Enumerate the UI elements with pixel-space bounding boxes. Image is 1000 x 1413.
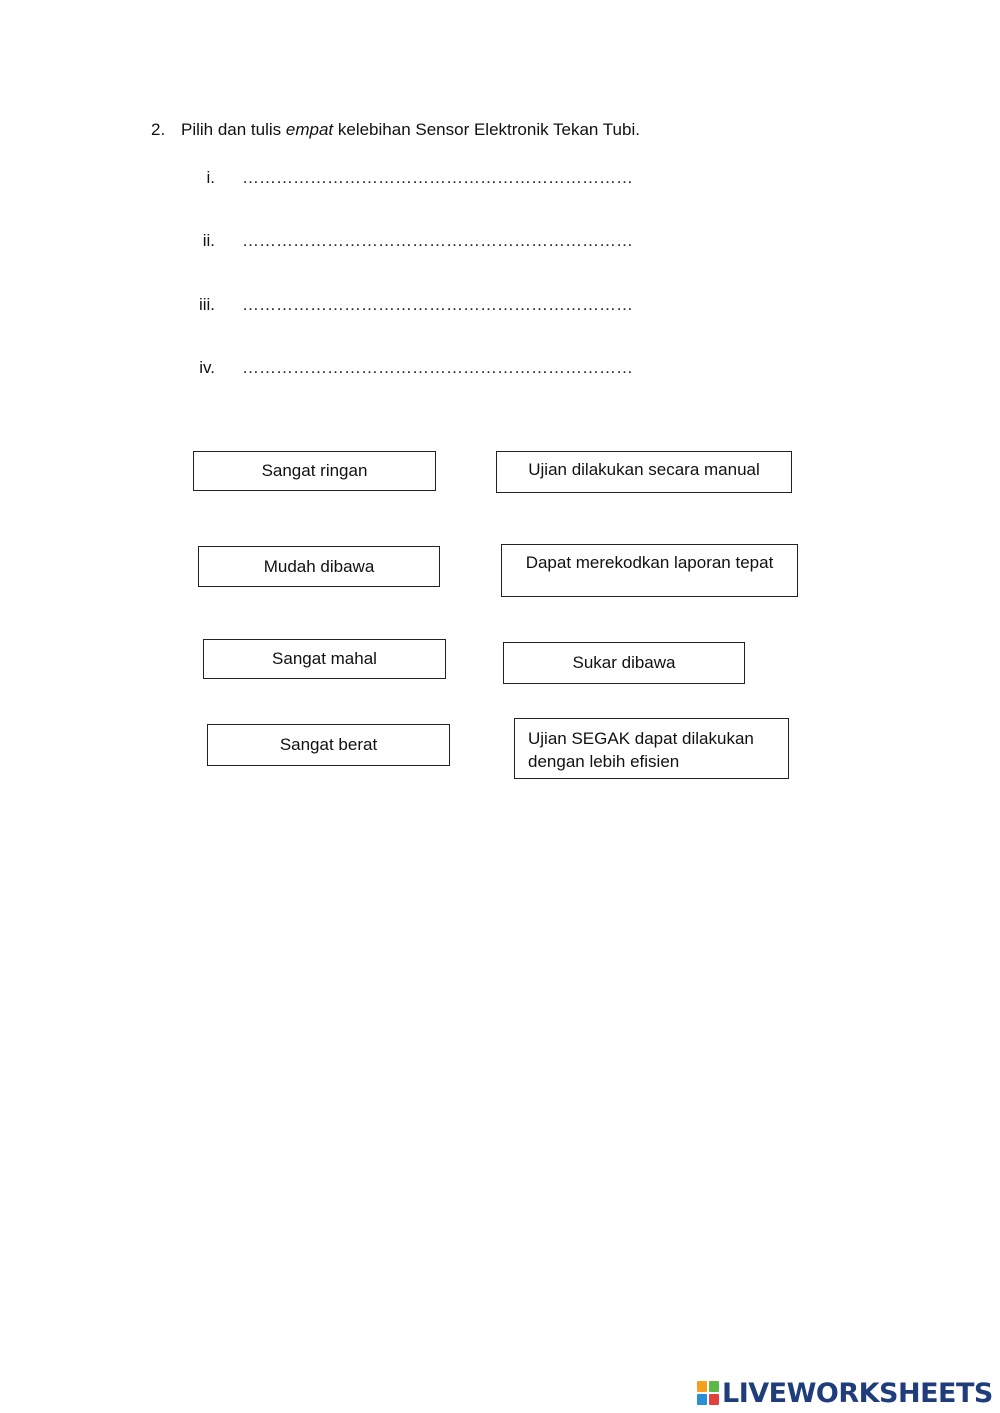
answer-line-iv[interactable] — [190, 358, 670, 382]
option-mudah-dibawa[interactable] — [198, 546, 440, 587]
option-label: Ujian dilakukan secara manual — [528, 460, 760, 479]
option-label-line-2: dengan lebih efisien — [528, 752, 680, 771]
option-ujian-segak[interactable] — [514, 718, 789, 779]
answer-line-i[interactable] — [190, 168, 670, 192]
option-label: Sangat berat — [279, 735, 378, 754]
option-sangat-mahal[interactable] — [203, 639, 446, 679]
option-merekodkan[interactable] — [501, 544, 798, 597]
answer-label: ii. — [202, 231, 215, 250]
answer-dropzone[interactable]: …………………………………………………………… — [242, 295, 633, 314]
option-sangat-berat[interactable] — [207, 724, 450, 766]
question-text-after: kelebihan Sensor Elektronik Tekan Tubi. — [333, 120, 640, 139]
answer-line-iii[interactable] — [190, 295, 670, 319]
answer-label: iv. — [199, 358, 215, 377]
answer-dropzone[interactable]: …………………………………………………………… — [242, 358, 633, 377]
option-sukar-dibawa[interactable] — [503, 642, 745, 684]
answer-dropzone[interactable]: …………………………………………………………… — [242, 168, 633, 187]
question-prompt — [151, 120, 640, 140]
liveworksheets-logo-text: LIVEWORKSHEETS — [722, 1377, 993, 1409]
question-number: 2. — [151, 120, 166, 139]
option-label: Dapat merekodkan laporan tepat — [525, 553, 774, 572]
question-text-before: Pilih dan tulis — [181, 120, 286, 139]
option-ujian-manual[interactable] — [496, 451, 792, 493]
question-text-emphasis: empat — [285, 120, 334, 139]
answer-line-ii[interactable] — [190, 231, 670, 255]
option-label-line-1: Ujian SEGAK dapat dilakukan — [528, 729, 754, 748]
answer-label: iii. — [198, 295, 215, 314]
answer-dropzone[interactable]: …………………………………………………………… — [242, 231, 633, 250]
option-label: Mudah dibawa — [263, 556, 375, 576]
liveworksheets-branding — [697, 1377, 993, 1409]
option-label: Sangat ringan — [261, 461, 368, 480]
option-sangat-ringan[interactable] — [193, 451, 436, 491]
option-label: Sukar dibawa — [572, 653, 676, 672]
liveworksheets-logo-icon — [697, 1381, 719, 1405]
option-label: Sangat mahal — [272, 649, 377, 668]
answer-label: i. — [206, 168, 215, 187]
